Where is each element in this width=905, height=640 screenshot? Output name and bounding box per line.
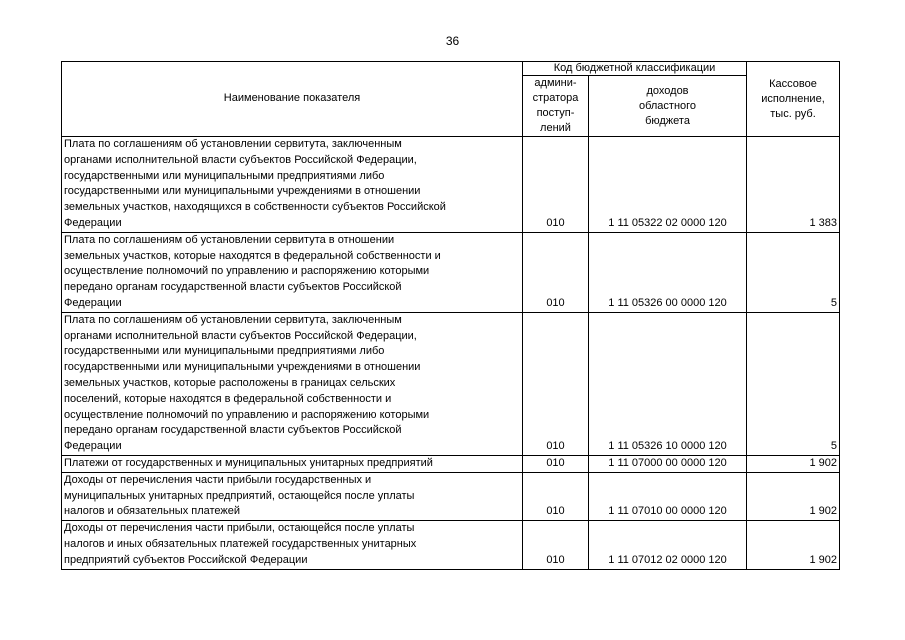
indicator-name-cell [62,137,523,233]
table-row [62,472,840,520]
execution-amount-cell: 1 383 [747,137,840,233]
table-row [62,312,840,455]
income-code-cell: 1 11 07012 02 0000 120 [589,521,747,569]
table-row [62,521,840,569]
indicator-name-line: Плата по соглашениям об установлении сервитута в отношении [64,233,395,246]
header-execution-line: исполнение, [761,92,825,105]
header-income-line: областного [638,99,697,112]
admin-code-cell: 010 [523,232,589,312]
header-code-group: Код бюджетной классификации [523,62,747,76]
header-execution-line: Кассовое [769,77,817,90]
header-execution-line: тыс. руб. [770,107,816,120]
indicator-name-line: органами исполнительной власти субъектов Российской Федерации, [64,329,417,342]
indicator-name-line: Плата по соглашениям об установлении сервитута, заключенным [64,138,402,150]
indicator-name-cell [62,521,523,569]
indicator-name-line: осуществление полномочий по управлению и распоряжению которыми [64,265,430,278]
indicator-name-line: налогов и обязательных платежей [64,505,241,518]
header-admin-line: лений [540,122,571,134]
indicator-name-line: Доходы от перечисления части прибыли государственных и [64,473,372,486]
indicator-name-line: осуществление полномочий по управлению и распоряжению которыми [64,408,430,421]
admin-code-cell: 010 [523,472,589,520]
income-code-cell: 1 11 05322 02 0000 120 [589,137,747,233]
income-code-cell: 1 11 07000 00 0000 120 [589,455,747,472]
execution-amount-cell: 5 [747,232,840,312]
income-code-cell: 1 11 07010 00 0000 120 [589,472,747,520]
income-code-cell: 1 11 05326 10 0000 120 [589,312,747,455]
header-admin-line: админи- [534,77,577,89]
indicator-name-line: земельных участков, находящихся в собственности субъектов Российской [64,201,446,214]
table-header [62,62,840,137]
table-row [62,455,840,472]
indicator-name-line: государственными или муниципальными учреждениями в отношении [64,361,421,374]
indicator-name-line: предприятий субъектов Российской Федерации [64,553,308,566]
table-body [62,137,840,570]
indicator-name-line: государственными или муниципальными предприятиями либо [64,169,385,182]
indicator-name-line: Плата по соглашениям об установлении сервитута, заключенным [64,313,402,326]
indicator-name-line: передано органам государственной власти субъектов Российской [64,281,402,294]
indicator-name-line: земельных участков, которые расположены в границах сельских [64,376,396,389]
execution-amount-cell: 5 [747,312,840,455]
indicator-name-line: муниципальных унитарных предприятий, остающейся после уплаты [64,489,415,502]
header-income-line: доходов [646,84,689,97]
header-admin-line: поступ- [536,107,575,119]
admin-code-cell: 010 [523,455,589,472]
admin-code-cell: 010 [523,521,589,569]
header-admin-line: стратора [532,92,579,104]
header-execution [747,62,840,137]
indicator-name-cell [62,472,523,520]
indicator-name-line: передано органам государственной власти субъектов Российской [64,424,402,437]
indicator-name-line: Доходы от перечисления части прибыли, остающейся после уплаты [64,522,415,535]
indicator-name-line: Федерации [64,440,122,453]
indicator-name-line: государственными или муниципальными учреждениями в отношении [64,185,421,198]
income-code-cell: 1 11 05326 00 0000 120 [589,232,747,312]
budget-table [61,61,840,570]
execution-amount-cell: 1 902 [747,521,840,569]
indicator-name-line: налогов и иных обязательных платежей государственных унитарных [64,537,417,550]
indicator-name-line: государственными или муниципальными предприятиями либо [64,345,385,358]
page-number: 36 [445,34,460,48]
indicator-name-cell [62,455,523,472]
execution-amount-cell: 1 902 [747,472,840,520]
header-name: Наименование показателя [62,62,523,137]
header-income [589,76,747,137]
indicator-name-cell [62,312,523,455]
indicator-name-line: земельных участков, которые находятся в федеральной собственности и [64,249,441,262]
admin-code-cell: 010 [523,137,589,233]
indicator-name-line: Платежи от государственных и муниципальных унитарных предприятий [64,456,433,469]
header-admin [523,76,589,137]
table-row [62,232,840,312]
indicator-name-line: поселений, которые находятся в федеральной собственности и [64,392,392,405]
admin-code-cell: 010 [523,312,589,455]
execution-amount-cell: 1 902 [747,455,840,472]
indicator-name-line: органами исполнительной власти субъектов Российской Федерации, [64,153,417,166]
indicator-name-line: Федерации [64,296,122,309]
header-income-line: бюджета [645,114,690,127]
indicator-name-cell [62,232,523,312]
table-row [62,137,840,233]
indicator-name-line: Федерации [64,216,122,229]
